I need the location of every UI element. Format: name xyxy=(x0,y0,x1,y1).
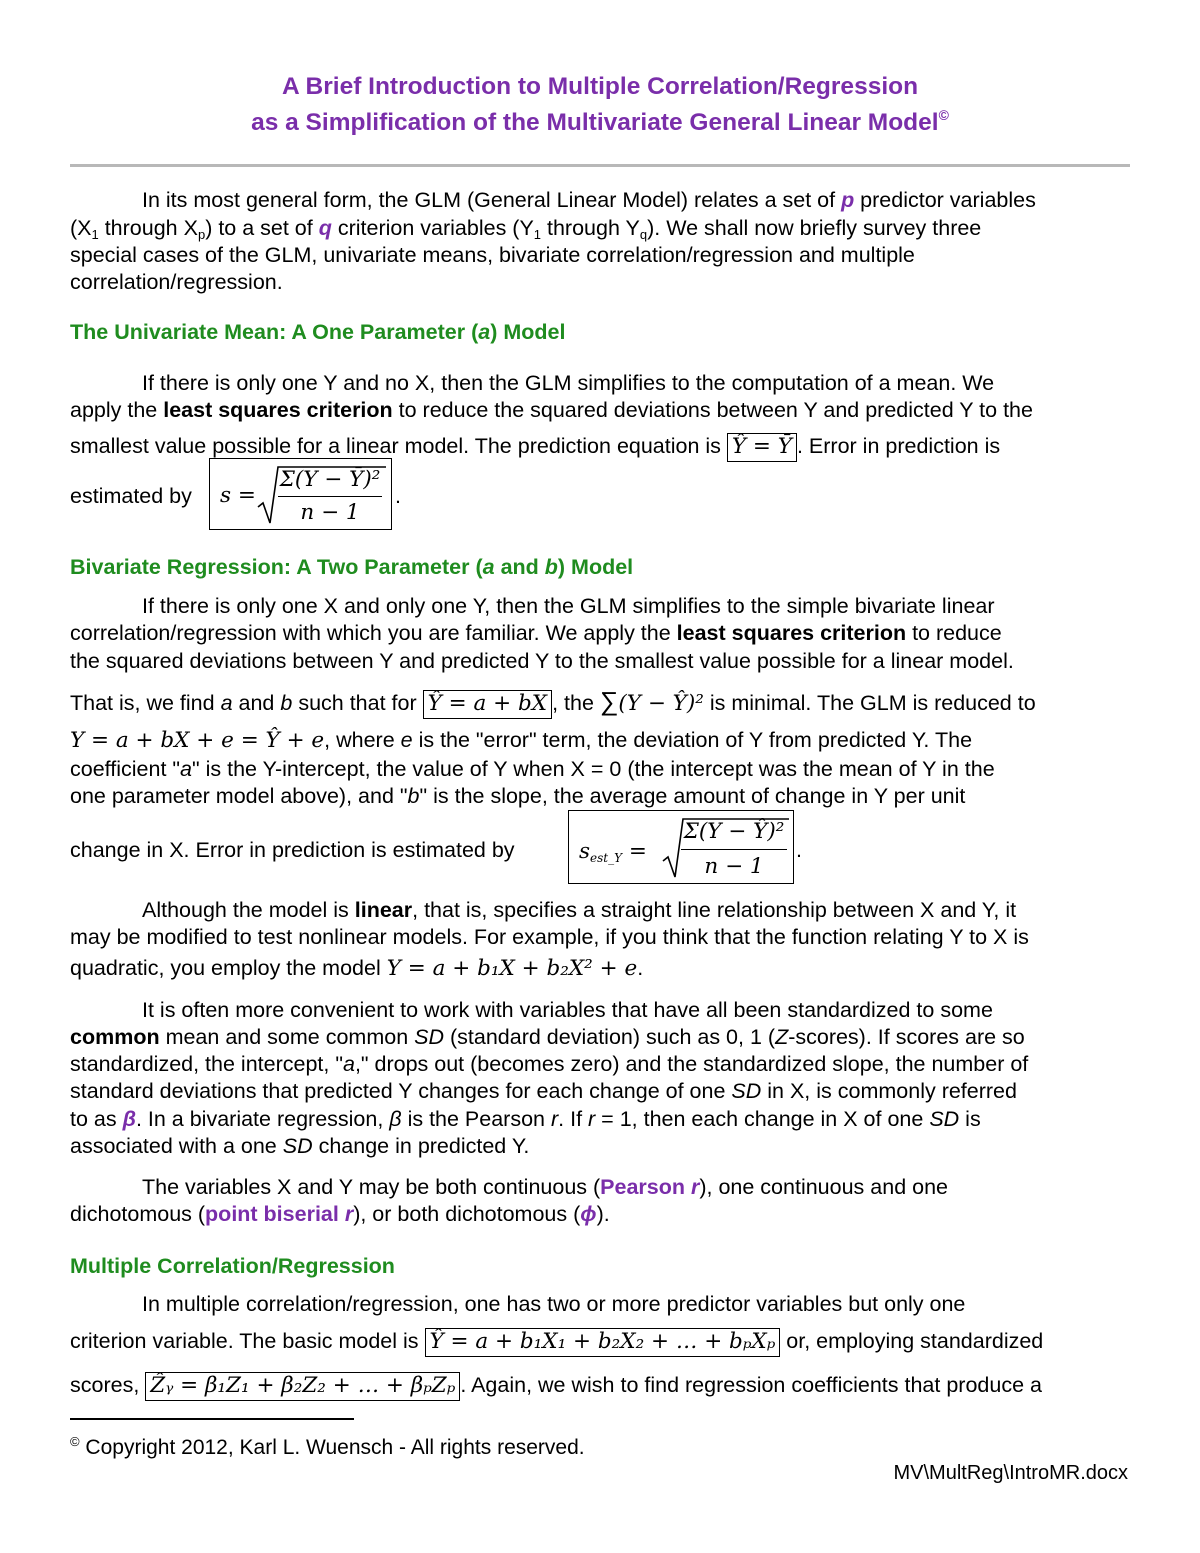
text: criterion variables (Y xyxy=(331,216,534,240)
italic-term: SD xyxy=(731,1079,762,1103)
var-b: b xyxy=(280,691,293,715)
text: ) to a set of xyxy=(205,216,319,240)
text: In its most general form, the GLM (General Linear Model) relates a set of xyxy=(142,188,842,212)
footnote xyxy=(70,1434,585,1460)
var-p: p xyxy=(841,188,855,212)
var-b: b xyxy=(407,784,420,808)
sec1-line-2 xyxy=(70,400,1033,422)
equation-standardized: Ẑᵧ = β₁Z₁ + β₂Z₂ + … + βₚZₚ xyxy=(145,1372,460,1401)
text: Bivariate Regression: A Two Parameter ( xyxy=(70,555,483,579)
text: or, employing standardized xyxy=(780,1329,1044,1353)
text: through X xyxy=(98,216,198,240)
text: . Again, we wish to find regression coefficients that produce a xyxy=(460,1373,1042,1397)
text: such that for xyxy=(292,691,423,715)
phi-symbol: ϕ xyxy=(580,1202,597,1226)
footnote-text: Copyright 2012, Karl L. Wuensch - All rights reserved. xyxy=(79,1436,585,1459)
text: The variables X and Y may be both continuous ( xyxy=(142,1175,601,1199)
text: That is, we find xyxy=(70,691,221,715)
bold-term: least squares criterion xyxy=(676,621,907,645)
equation-box-s xyxy=(209,458,392,530)
fraction-bar xyxy=(278,496,382,497)
text: (X xyxy=(70,216,92,240)
var-e: e xyxy=(400,728,413,752)
text: mean and some common xyxy=(159,1025,415,1049)
p4-line-2 xyxy=(70,1027,1025,1049)
italic-term: Z xyxy=(775,1025,789,1049)
italic-term: SD xyxy=(929,1107,960,1131)
sec1-period: . xyxy=(395,484,401,508)
sec2-line-2 xyxy=(70,623,1002,645)
var-r: r xyxy=(550,1107,559,1131)
fraction-denominator: n − 1 xyxy=(300,500,360,525)
sec2-period: . xyxy=(796,838,802,862)
text: criterion variable. The basic model is xyxy=(70,1329,425,1353)
var-a: a xyxy=(220,691,233,715)
equation-lhs xyxy=(579,839,647,865)
text: associated with a one xyxy=(70,1134,283,1158)
sec3-line-2 xyxy=(70,1328,1043,1357)
text: one parameter model above), and " xyxy=(70,784,408,808)
sec1-line-4: estimated by xyxy=(70,484,192,508)
subscript: q xyxy=(639,227,648,242)
text: , that is, specifies a straight line relationship between X and Y, it xyxy=(412,898,1017,922)
fraction-denominator: n − 1 xyxy=(704,854,764,879)
equation-lhs: s = xyxy=(220,483,256,508)
text: is minimal. The GLM is reduced to xyxy=(703,691,1036,715)
section-heading-univariate xyxy=(70,322,565,344)
text: standard deviations that predicted Y changes for each change of one xyxy=(70,1079,732,1103)
p5-line-1 xyxy=(142,1177,948,1199)
fraction xyxy=(278,467,382,525)
equation-quadratic: Y = a + b₁X + b₂X² + e xyxy=(386,956,638,981)
text: correlation/regression with which you are familiar. We apply the xyxy=(70,621,677,645)
p4-line-6 xyxy=(70,1136,529,1158)
text: apply the xyxy=(70,398,164,422)
p3-line-2: may be modified to test nonlinear models. For example, if you think that the function relating Y to X is xyxy=(70,925,1029,949)
p4-line-1: It is often more convenient to work with variables that have all been standardized to some xyxy=(142,998,993,1022)
text: change in predicted Y. xyxy=(312,1134,530,1158)
var-r: r xyxy=(588,1107,596,1131)
text: quadratic, you employ the model xyxy=(70,956,387,980)
italic-term: SD xyxy=(282,1134,313,1158)
p5-line-2 xyxy=(70,1204,610,1226)
text: ) Model xyxy=(490,320,566,344)
sec2-line-1: If there is only one X and only one Y, then the GLM simplifies to the simple bivariate linear xyxy=(142,594,995,618)
text: , the xyxy=(552,691,600,715)
beta-symbol: β xyxy=(389,1107,402,1131)
equation-multiple-prediction: Ŷ = a + b₁X₁ + b₂X₂ + … + bₚXₚ xyxy=(425,1328,781,1357)
sec1-line-1: If there is only one Y and no X, then the GLM simplifies to the computation of a mean. We xyxy=(142,371,995,395)
subscript: est_Y xyxy=(590,851,623,865)
var-q: q xyxy=(318,216,332,240)
text: = 1, then each change in X of one xyxy=(595,1107,930,1131)
text: is the "error" term, the deviation of Y from predicted Y. The xyxy=(412,728,973,752)
sec3-line-3 xyxy=(70,1372,1042,1401)
var-r: r xyxy=(344,1202,354,1226)
text: . If xyxy=(558,1107,589,1131)
text: ), one continuous and one xyxy=(699,1175,948,1199)
fraction xyxy=(681,819,787,879)
var-a: a xyxy=(482,555,495,579)
section-heading-bivariate xyxy=(70,557,633,579)
text: is the Pearson xyxy=(401,1107,551,1131)
var-b: b xyxy=(544,555,558,579)
text: to reduce the squared deviations between Y and predicted Y to the xyxy=(392,398,1033,422)
sec2-line-4 xyxy=(70,688,1036,719)
text: scores, xyxy=(70,1373,146,1397)
p4-line-4 xyxy=(70,1081,1017,1103)
text: ). xyxy=(596,1202,610,1226)
bold-term: common xyxy=(70,1025,160,1049)
section-heading-multiple: Multiple Correlation/Regression xyxy=(70,1254,395,1278)
pearson-label: Pearson xyxy=(600,1175,691,1199)
text: s xyxy=(579,839,591,864)
text: is xyxy=(959,1107,981,1131)
subscript: 1 xyxy=(91,227,99,242)
var-a: a xyxy=(478,320,491,344)
sec2-line-8: change in X. Error in prediction is estimated by xyxy=(70,838,515,862)
text: through Y xyxy=(541,216,640,240)
sec2-line-3: the squared deviations between Y and predicted Y to the smallest value possible for a linear model. xyxy=(70,649,1014,673)
summation-icon: ∑ xyxy=(599,686,619,716)
intro-line-4: correlation/regression. xyxy=(70,270,283,294)
text: standardized, the intercept, " xyxy=(70,1052,343,1076)
var-a: a xyxy=(342,1052,355,1076)
beta-symbol: β xyxy=(122,1107,136,1131)
sec2-line-7 xyxy=(70,786,965,808)
equation-model: Y = a + bX + e = Ŷ + e xyxy=(70,728,325,753)
title-divider xyxy=(70,164,1130,167)
sec3-line-1: In multiple correlation/regression, one has two or more predictor variables but only one xyxy=(142,1292,966,1316)
italic-term: SD xyxy=(414,1025,445,1049)
intro-line-2 xyxy=(70,218,981,241)
fraction-numerator: Σ(Y − Ŷ)² xyxy=(683,819,785,844)
fraction-bar xyxy=(681,849,787,850)
footnote-divider xyxy=(70,1418,354,1420)
p4-line-3 xyxy=(70,1054,1028,1076)
equation-bivariate-prediction: Ŷ = a + bX xyxy=(423,690,552,719)
text: predictor variables xyxy=(854,188,1036,212)
doc-title-line1: A Brief Introduction to Multiple Correlation/Regression xyxy=(281,73,919,100)
point-biserial-label: point biserial xyxy=(205,1202,345,1226)
text: to as xyxy=(70,1107,123,1131)
text: ). We shall now briefly survey three xyxy=(647,216,982,240)
text: " is the Y-intercept, the value of Y when X = 0 (the intercept was the mean of Y in the xyxy=(192,757,995,781)
intro-line-1 xyxy=(142,190,1036,212)
intro-line-3: special cases of the GLM, univariate means, bivariate correlation/regression and multiple xyxy=(70,243,915,267)
p3-line-3 xyxy=(70,958,643,980)
p4-line-5 xyxy=(70,1109,981,1131)
text: and xyxy=(494,555,545,579)
p3-line-1 xyxy=(142,900,1016,922)
file-path: MV\MultReg\IntroMR.docx xyxy=(893,1462,1128,1484)
doc-title-line2 xyxy=(0,107,1200,137)
sec2-line-6 xyxy=(70,759,995,781)
equation-mean-prediction: Ŷ = Ȳ xyxy=(727,433,797,462)
text: in X, is commonly referred xyxy=(761,1079,1017,1103)
subscript: 1 xyxy=(533,227,542,242)
text: = xyxy=(622,839,647,864)
doc-title-line2-text: as a Simplification of the Multivariate General Linear Model xyxy=(251,109,939,136)
text: and xyxy=(232,691,281,715)
sec2-line-5 xyxy=(70,730,972,752)
text: Although the model is xyxy=(142,898,355,922)
equation-squared-deviation: (Y − Ŷ)² xyxy=(618,691,704,716)
text: The Univariate Mean: A One Parameter ( xyxy=(70,320,479,344)
bold-term: linear xyxy=(354,898,413,922)
text: smallest value possible for a linear model. The prediction equation is xyxy=(70,434,727,458)
text: (standard deviation) such as 0, 1 ( xyxy=(444,1025,776,1049)
var-a: a xyxy=(180,757,192,781)
text: . In a bivariate regression, xyxy=(135,1107,390,1131)
subscript: p xyxy=(197,227,206,242)
fraction-numerator: Σ(Y − Ȳ)² xyxy=(279,467,381,492)
copyright-mark: © xyxy=(70,1434,80,1449)
text: ) Model xyxy=(557,555,634,579)
text: . xyxy=(637,956,644,980)
text: dichotomous ( xyxy=(70,1202,206,1226)
text: -scores). If scores are so xyxy=(788,1025,1025,1049)
equation-box-sest xyxy=(568,810,794,884)
text: . Error in prediction is xyxy=(796,434,1001,458)
var-r: r xyxy=(690,1175,700,1199)
text: to reduce xyxy=(906,621,1002,645)
text: ," drops out (becomes zero) and the standardized slope, the number of xyxy=(354,1052,1029,1076)
copyright-mark: © xyxy=(938,107,949,123)
text: ), or both dichotomous ( xyxy=(353,1202,581,1226)
text: " is the slope, the average amount of change in Y per unit xyxy=(419,784,966,808)
text: , where xyxy=(324,728,401,752)
text: coefficient " xyxy=(70,757,181,781)
bold-term: least squares criterion xyxy=(163,398,393,422)
